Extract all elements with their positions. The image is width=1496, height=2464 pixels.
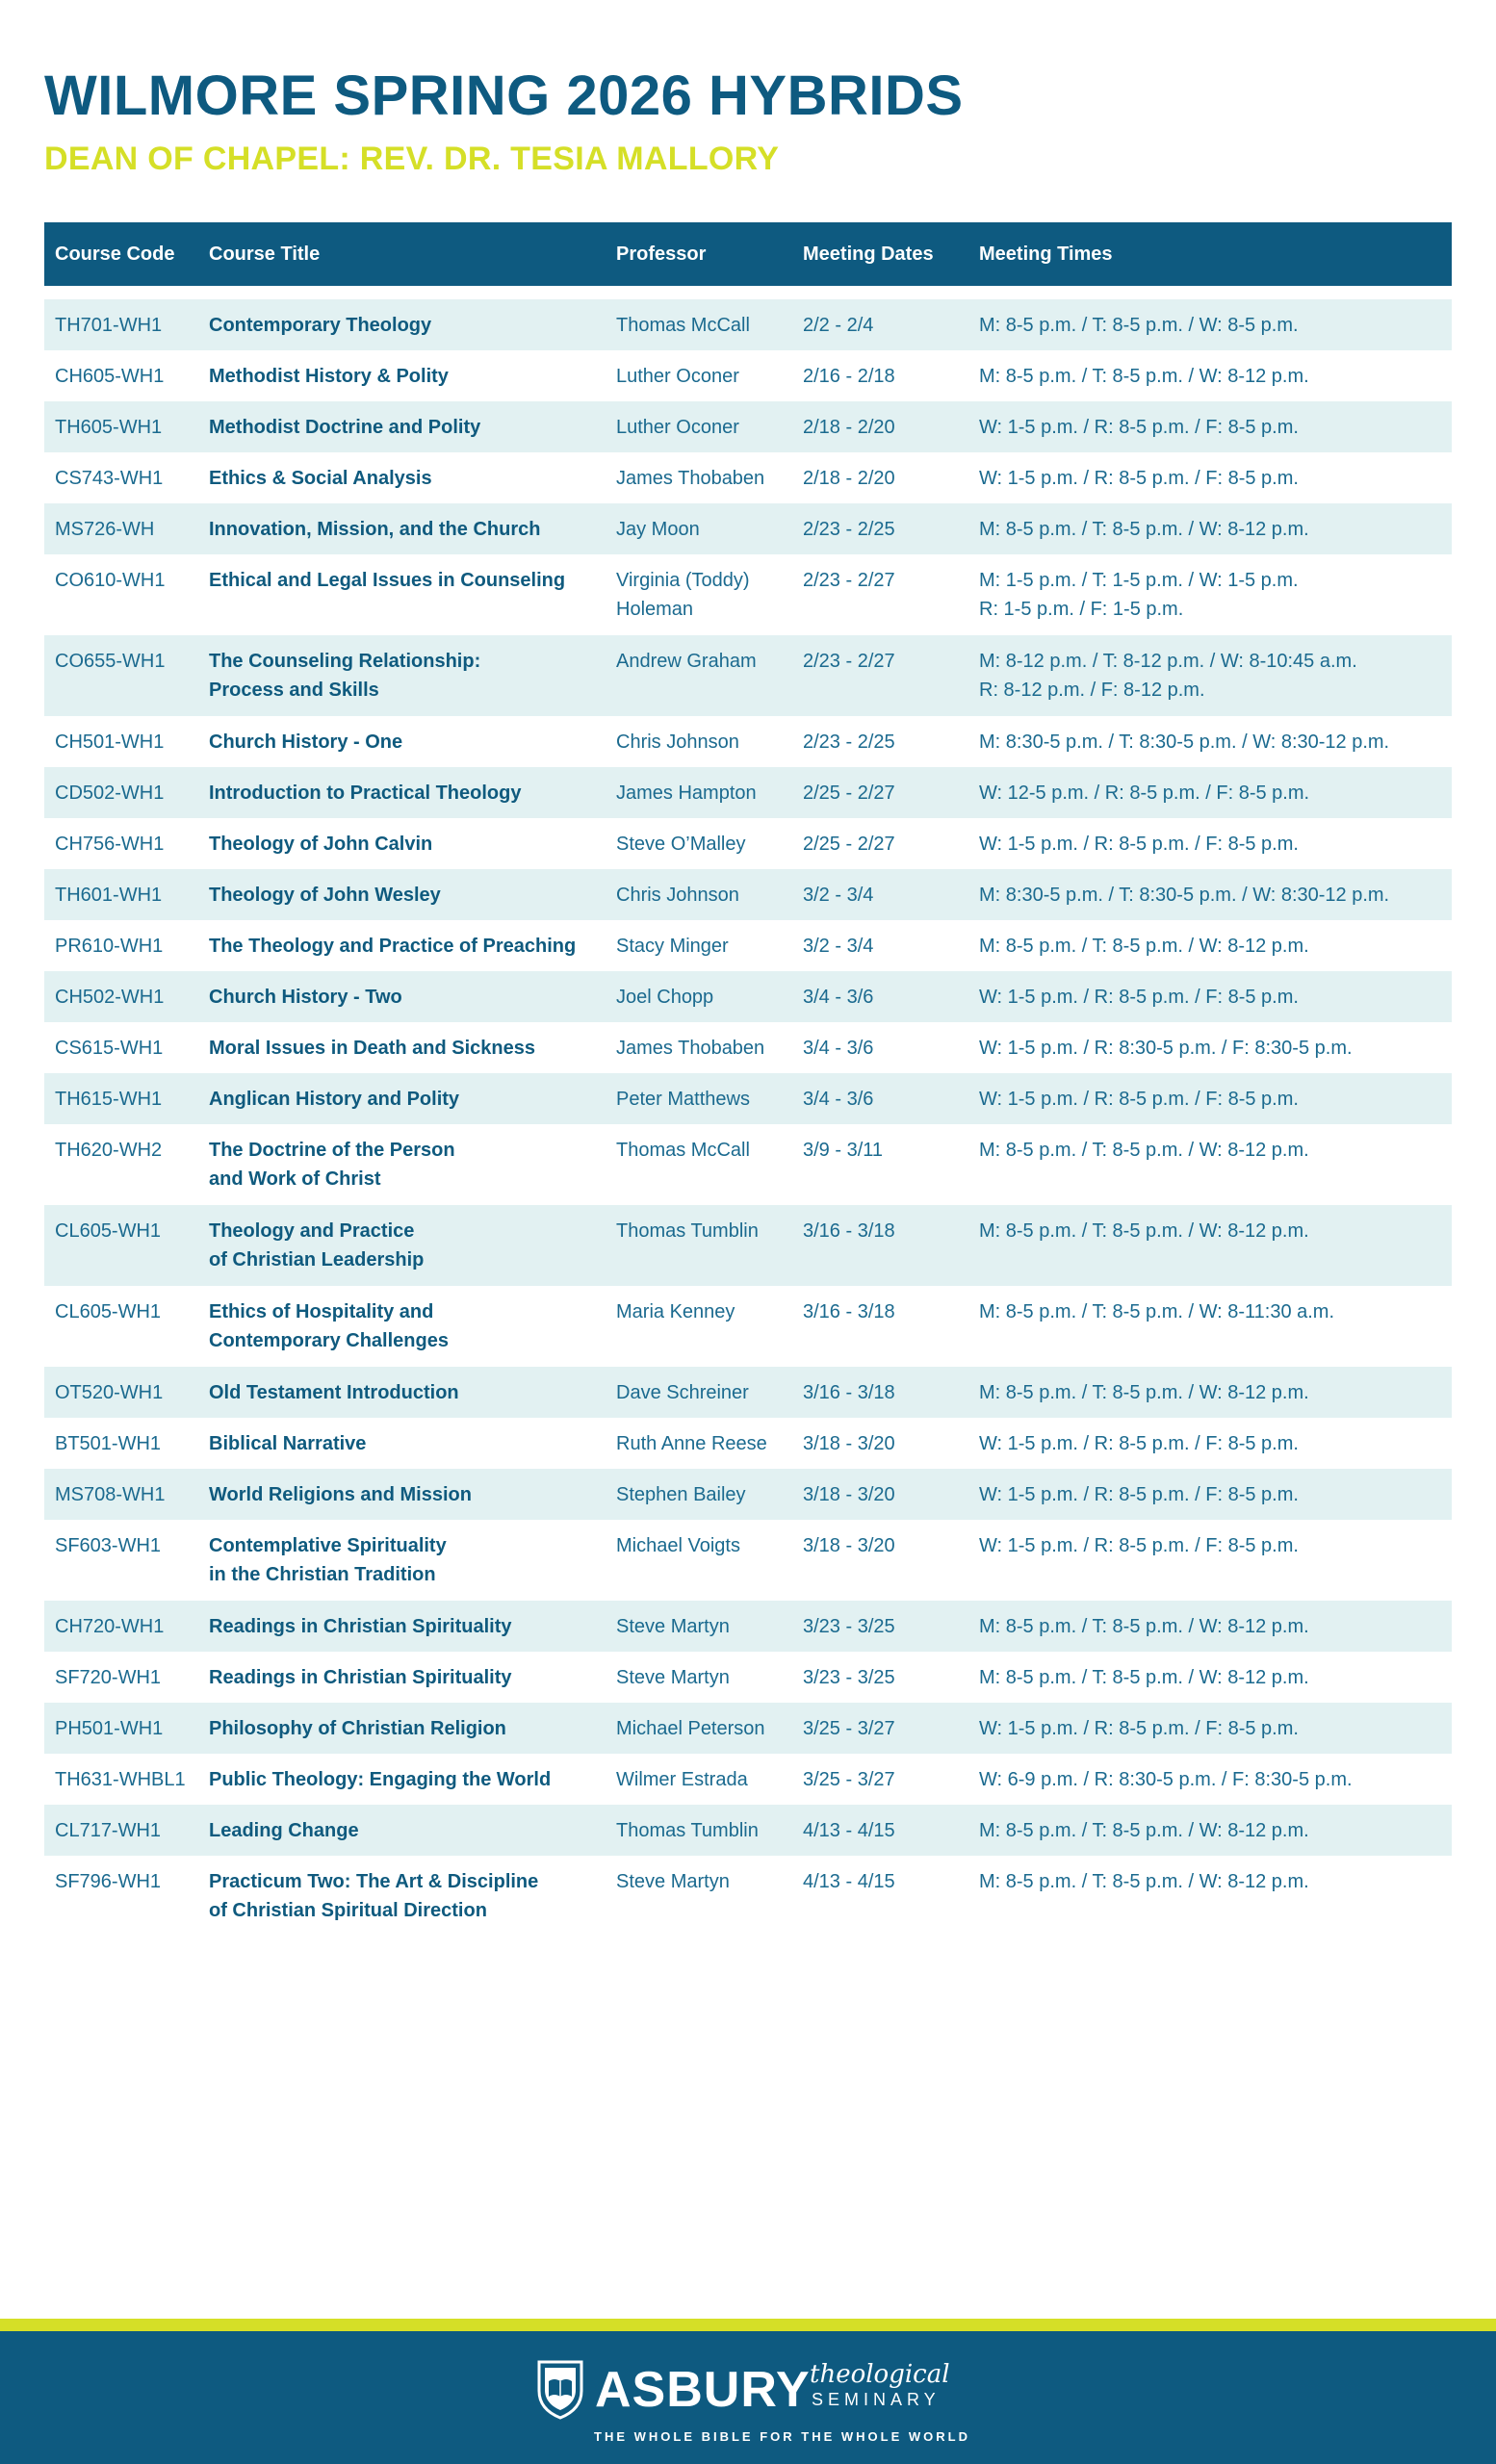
course-title: Leading Change	[209, 1820, 359, 1841]
professor: Steve Martyn	[616, 1871, 730, 1892]
professor: Andrew Graham	[616, 651, 757, 672]
course-title: Practicum Two: The Art & Discipline of Christian Spiritual Direction	[209, 1871, 539, 1921]
meeting-dates: 3/2 - 3/4	[803, 936, 874, 957]
course-title: Anglican History and Polity	[209, 1089, 460, 1110]
meeting-times: M: 8-5 p.m. / T: 8-5 p.m. / W: 8-12 p.m.	[979, 1616, 1309, 1637]
meeting-dates: 2/23 - 2/27	[803, 570, 895, 591]
course-code: TH631-WHBL1	[55, 1769, 186, 1790]
professor: Dave Schreiner	[616, 1382, 749, 1403]
professor: Chris Johnson	[616, 885, 739, 906]
course-title: Public Theology: Engaging the World	[209, 1769, 552, 1790]
course-code: TH701-WH1	[55, 315, 163, 336]
course-title: Innovation, Mission, and the Church	[209, 519, 541, 540]
meeting-dates: 3/25 - 3/27	[803, 1769, 895, 1790]
professor: Thomas McCall	[616, 1140, 750, 1161]
professor: Peter Matthews	[616, 1089, 750, 1110]
meeting-dates: 4/13 - 4/15	[803, 1820, 895, 1841]
course-code: CO610-WH1	[55, 570, 166, 591]
table-row	[44, 1205, 1452, 1286]
brand-name: ASBURY	[595, 2362, 811, 2418]
meeting-dates: 3/16 - 3/18	[803, 1382, 895, 1403]
meeting-dates: 3/18 - 3/20	[803, 1484, 895, 1505]
meeting-times: M: 8-5 p.m. / T: 8-5 p.m. / W: 8-12 p.m.	[979, 1382, 1309, 1403]
table-row	[44, 635, 1452, 716]
table-row	[44, 350, 1452, 401]
course-code: PR610-WH1	[55, 936, 164, 957]
course-title: Moral Issues in Death and Sickness	[209, 1038, 536, 1059]
tagline: THE WHOLE BIBLE FOR THE WHOLE WORLD	[594, 2429, 970, 2444]
table-row	[44, 1367, 1452, 1418]
course-title: Theology and Practice of Christian Leadership	[209, 1220, 425, 1270]
course-code: CL605-WH1	[55, 1220, 162, 1242]
table-row	[44, 1418, 1452, 1469]
column-header-professor: Professor	[616, 244, 707, 265]
course-title: Church History - One	[209, 732, 403, 753]
course-title: Biblical Narrative	[209, 1433, 367, 1454]
course-code: TH615-WH1	[55, 1089, 163, 1110]
course-title: Ethics of Hospitality and Contemporary Challenges	[209, 1301, 449, 1351]
meeting-times: W: 1-5 p.m. / R: 8-5 p.m. / F: 8-5 p.m.	[979, 1718, 1299, 1739]
course-title: Methodist History & Polity	[209, 366, 449, 387]
meeting-dates: 3/4 - 3/6	[803, 1089, 874, 1110]
meeting-times: M: 8-5 p.m. / T: 8-5 p.m. / W: 8-12 p.m.	[979, 1820, 1309, 1841]
meeting-times: M: 8-5 p.m. / T: 8-5 p.m. / W: 8-5 p.m.	[979, 315, 1299, 336]
professor: Virginia (Toddy) Holeman	[616, 570, 750, 620]
column-header-meeting-dates: Meeting Dates	[803, 244, 934, 265]
table-row	[44, 1703, 1452, 1754]
professor: Stephen Bailey	[616, 1484, 746, 1505]
meeting-dates: 2/25 - 2/27	[803, 783, 895, 804]
course-code: CH605-WH1	[55, 366, 165, 387]
meeting-times: W: 1-5 p.m. / R: 8-5 p.m. / F: 8-5 p.m.	[979, 1433, 1299, 1454]
professor: Maria Kenney	[616, 1301, 735, 1322]
professor: Stacy Minger	[616, 936, 729, 957]
professor: Wilmer Estrada	[616, 1769, 748, 1790]
course-code: CH502-WH1	[55, 987, 165, 1008]
meeting-times: W: 1-5 p.m. / R: 8:30-5 p.m. / F: 8:30-5 p.m.	[979, 1038, 1353, 1059]
meeting-dates: 3/18 - 3/20	[803, 1535, 895, 1556]
meeting-dates: 2/16 - 2/18	[803, 366, 895, 387]
course-title: Ethical and Legal Issues in Counseling	[209, 570, 566, 591]
professor: Michael Voigts	[616, 1535, 740, 1556]
column-header-meeting-times: Meeting Times	[979, 244, 1113, 265]
meeting-times: W: 1-5 p.m. / R: 8-5 p.m. / F: 8-5 p.m.	[979, 417, 1299, 438]
meeting-dates: 2/23 - 2/25	[803, 519, 895, 540]
course-code: CS743-WH1	[55, 468, 164, 489]
course-title: Church History - Two	[209, 987, 402, 1008]
asbury-logo	[535, 2358, 968, 2454]
course-title: The Counseling Relationship: Process and Skills	[209, 651, 481, 701]
meeting-dates: 3/23 - 3/25	[803, 1616, 895, 1637]
table-row	[44, 1022, 1452, 1073]
professor: Steve Martyn	[616, 1667, 730, 1688]
professor: Joel Chopp	[616, 987, 714, 1008]
meeting-dates: 3/4 - 3/6	[803, 1038, 874, 1059]
course-code: CO655-WH1	[55, 651, 166, 672]
meeting-times: M: 8-5 p.m. / T: 8-5 p.m. / W: 8-12 p.m.	[979, 519, 1309, 540]
meeting-times: M: 1-5 p.m. / T: 1-5 p.m. / W: 1-5 p.m. R: 1-5 p.m. / F: 1-5 p.m.	[979, 570, 1299, 620]
footer	[0, 2331, 1496, 2464]
professor: Chris Johnson	[616, 732, 739, 753]
course-code: CL717-WH1	[55, 1820, 162, 1841]
course-code: TH601-WH1	[55, 885, 163, 906]
table-row	[44, 971, 1452, 1022]
professor: Michael Peterson	[616, 1718, 765, 1739]
table-row	[44, 1856, 1452, 1937]
footer-accent-stripe	[0, 2319, 1496, 2331]
course-title: World Religions and Mission	[209, 1484, 472, 1505]
course-code: CH756-WH1	[55, 834, 165, 855]
table-row	[44, 818, 1452, 869]
course-code: PH501-WH1	[55, 1718, 164, 1739]
course-title: The Doctrine of the Person and Work of Christ	[209, 1140, 455, 1190]
course-code: TH620-WH2	[55, 1140, 163, 1161]
meeting-dates: 3/9 - 3/11	[803, 1140, 884, 1161]
course-code: SF796-WH1	[55, 1871, 162, 1892]
professor: Jay Moon	[616, 519, 700, 540]
meeting-times: M: 8-5 p.m. / T: 8-5 p.m. / W: 8-12 p.m.	[979, 1220, 1309, 1242]
course-title: Contemporary Theology	[209, 315, 432, 336]
course-code: SF603-WH1	[55, 1535, 162, 1556]
course-code: MS726-WH	[55, 519, 155, 540]
meeting-dates: 2/23 - 2/25	[803, 732, 895, 753]
course-title: Methodist Doctrine and Polity	[209, 417, 481, 438]
professor: Luther Oconer	[616, 417, 739, 438]
course-title: Ethics & Social Analysis	[209, 468, 432, 489]
course-code: CH720-WH1	[55, 1616, 165, 1637]
meeting-dates: 3/16 - 3/18	[803, 1301, 895, 1322]
brand-script: theological	[810, 2360, 950, 2389]
course-title: Readings in Christian Spirituality	[209, 1616, 512, 1637]
meeting-times: W: 1-5 p.m. / R: 8-5 p.m. / F: 8-5 p.m.	[979, 1484, 1299, 1505]
course-code: TH605-WH1	[55, 417, 163, 438]
meeting-times: W: 1-5 p.m. / R: 8-5 p.m. / F: 8-5 p.m.	[979, 468, 1299, 489]
meeting-times: M: 8-5 p.m. / T: 8-5 p.m. / W: 8-12 p.m.	[979, 936, 1309, 957]
table-row	[44, 299, 1452, 350]
table-row	[44, 1520, 1452, 1601]
professor: James Thobaben	[616, 468, 765, 489]
course-code: OT520-WH1	[55, 1382, 164, 1403]
meeting-times: M: 8-5 p.m. / T: 8-5 p.m. / W: 8-11:30 a.m.	[979, 1301, 1335, 1322]
course-title: Readings in Christian Spirituality	[209, 1667, 512, 1688]
course-title: Theology of John Wesley	[209, 885, 441, 906]
course-title: Introduction to Practical Theology	[209, 783, 522, 804]
meeting-dates: 2/23 - 2/27	[803, 651, 895, 672]
brand-subtitle: SEMINARY	[812, 2390, 941, 2409]
table-row	[44, 1601, 1452, 1652]
meeting-times: M: 8-5 p.m. / T: 8-5 p.m. / W: 8-12 p.m.	[979, 1140, 1309, 1161]
meeting-times: M: 8:30-5 p.m. / T: 8:30-5 p.m. / W: 8:30-12 p.m.	[979, 732, 1390, 753]
meeting-times: M: 8-5 p.m. / T: 8-5 p.m. / W: 8-12 p.m.	[979, 1667, 1309, 1688]
professor: Steve O’Malley	[616, 834, 746, 855]
course-title: The Theology and Practice of Preaching	[209, 936, 577, 957]
table-row	[44, 869, 1452, 920]
meeting-times: M: 8:30-5 p.m. / T: 8:30-5 p.m. / W: 8:30-12 p.m.	[979, 885, 1390, 906]
table-row	[44, 1124, 1452, 1205]
meeting-times: W: 12-5 p.m. / R: 8-5 p.m. / F: 8-5 p.m.	[979, 783, 1310, 804]
meeting-dates: 3/16 - 3/18	[803, 1220, 895, 1242]
meeting-times: W: 1-5 p.m. / R: 8-5 p.m. / F: 8-5 p.m.	[979, 1535, 1299, 1556]
professor: James Thobaben	[616, 1038, 765, 1059]
table-row	[44, 1754, 1452, 1805]
professor: Thomas Tumblin	[616, 1220, 759, 1242]
table-row	[44, 1286, 1452, 1367]
table-row	[44, 920, 1452, 971]
meeting-dates: 3/18 - 3/20	[803, 1433, 895, 1454]
professor: Luther Oconer	[616, 366, 739, 387]
meeting-times: M: 8-5 p.m. / T: 8-5 p.m. / W: 8-12 p.m.	[979, 1871, 1309, 1892]
column-header-course-title: Course Title	[209, 244, 321, 265]
course-code: CD502-WH1	[55, 783, 165, 804]
meeting-dates: 2/18 - 2/20	[803, 468, 895, 489]
course-code: MS708-WH1	[55, 1484, 166, 1505]
course-code: SF720-WH1	[55, 1667, 162, 1688]
page-title: WILMORE SPRING 2026 HYBRIDS	[44, 64, 964, 127]
professor: Thomas McCall	[616, 315, 750, 336]
meeting-dates: 3/25 - 3/27	[803, 1718, 895, 1739]
table-row	[44, 1805, 1452, 1856]
course-title: Old Testament Introduction	[209, 1382, 459, 1403]
shield-book-icon	[535, 2358, 585, 2420]
professor: Thomas Tumblin	[616, 1820, 759, 1841]
course-code: CL605-WH1	[55, 1301, 162, 1322]
course-title: Theology of John Calvin	[209, 834, 433, 855]
table-row	[44, 503, 1452, 554]
table-row	[44, 1469, 1452, 1520]
professor: James Hampton	[616, 783, 757, 804]
course-title: Contemplative Spirituality in the Christian Tradition	[209, 1535, 447, 1585]
meeting-times: W: 1-5 p.m. / R: 8-5 p.m. / F: 8-5 p.m.	[979, 987, 1299, 1008]
meeting-times: W: 1-5 p.m. / R: 8-5 p.m. / F: 8-5 p.m.	[979, 1089, 1299, 1110]
course-code: CH501-WH1	[55, 732, 165, 753]
meeting-dates: 2/18 - 2/20	[803, 417, 895, 438]
table-row	[44, 767, 1452, 818]
table-row	[44, 452, 1452, 503]
table-body	[44, 299, 1452, 1937]
meeting-times: W: 1-5 p.m. / R: 8-5 p.m. / F: 8-5 p.m.	[979, 834, 1299, 855]
table-row	[44, 1652, 1452, 1703]
meeting-dates: 2/25 - 2/27	[803, 834, 895, 855]
course-code: CS615-WH1	[55, 1038, 164, 1059]
meeting-times: W: 6-9 p.m. / R: 8:30-5 p.m. / F: 8:30-5 p.m.	[979, 1769, 1353, 1790]
meeting-dates: 3/2 - 3/4	[803, 885, 874, 906]
course-schedule-table	[44, 222, 1452, 1937]
professor: Steve Martyn	[616, 1616, 730, 1637]
meeting-dates: 2/2 - 2/4	[803, 315, 874, 336]
meeting-dates: 3/23 - 3/25	[803, 1667, 895, 1688]
course-title: Philosophy of Christian Religion	[209, 1718, 506, 1739]
table-row	[44, 1073, 1452, 1124]
table-header	[44, 222, 1452, 286]
table-row	[44, 401, 1452, 452]
page-subtitle: DEAN OF CHAPEL: REV. DR. TESIA MALLORY	[44, 141, 780, 177]
meeting-times: M: 8-5 p.m. / T: 8-5 p.m. / W: 8-12 p.m.	[979, 366, 1309, 387]
meeting-dates: 3/4 - 3/6	[803, 987, 874, 1008]
professor: Ruth Anne Reese	[616, 1433, 767, 1454]
meeting-times: M: 8-12 p.m. / T: 8-12 p.m. / W: 8-10:45 a.m. R: 8-12 p.m. / F: 8-12 p.m.	[979, 651, 1357, 701]
table-row	[44, 716, 1452, 767]
table-row	[44, 554, 1452, 635]
column-header-course-code: Course Code	[55, 244, 175, 265]
meeting-dates: 4/13 - 4/15	[803, 1871, 895, 1892]
course-code: BT501-WH1	[55, 1433, 162, 1454]
